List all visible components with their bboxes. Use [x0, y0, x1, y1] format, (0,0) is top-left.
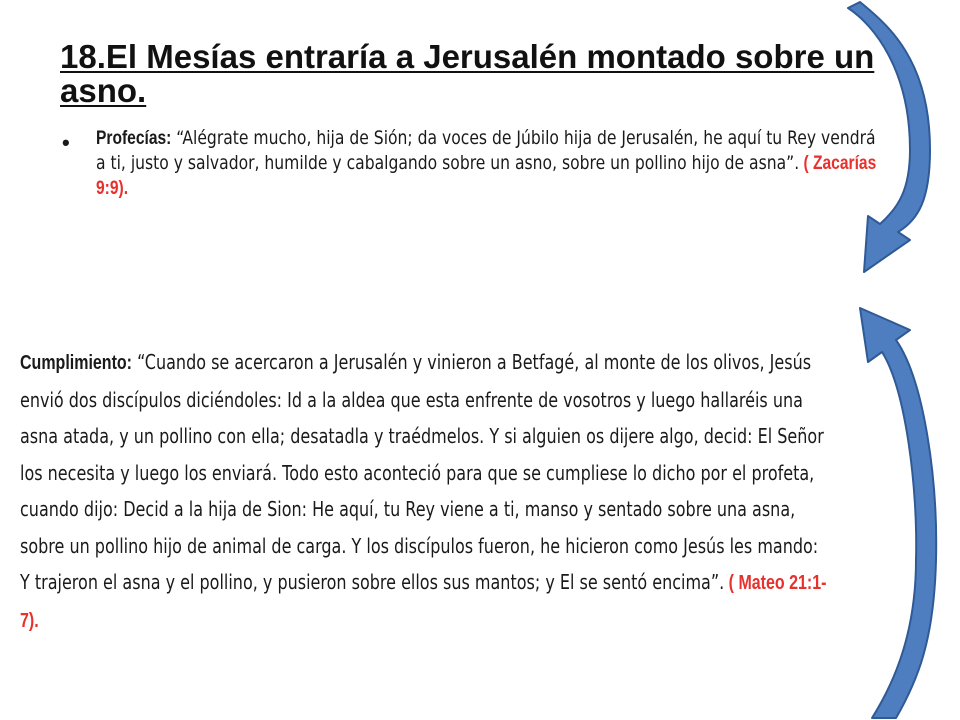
- prophecy-text: [96, 126, 883, 201]
- curved-arrow-up-icon: [838, 300, 960, 720]
- fulfillment-reference: ( Mateo 21:1-7).: [20, 572, 827, 632]
- bullet-icon: •: [62, 130, 70, 155]
- curved-arrow-down-icon: [838, 0, 960, 290]
- fulfillment-text: [20, 344, 828, 639]
- prophecy-bullet: [62, 126, 892, 201]
- fulfillment-block: [20, 344, 830, 639]
- fulfillment-quote: “Cuando se acercaron a Jerusalén y vinieron a Betfagé, al monte de los olivos, Jesús envió dos discípulos diciéndoles: Id a la aldea que esta enfrente de vosotros y luego hallaréis una asna atada, y un pollino con ella; desatadla y traédmelos. Y si alguien os dijere algo, decid: El Señor los necesita y luego los enviará. Todo esto aconteció para que se cumpliese lo dicho por el profeta, cuando dijo: Decid a la hija de Sion: He aquí, tu Rey viene a ti, manso y sentado sobre una asna, sobre un pollino hijo de animal de carga. Y los discípulos fueron, he hicieron como Jesús les mando: Y trajeron el asna y el pollino, y pusieron sobre ellos sus mantos; y El se sentó encima”.: [20, 350, 824, 594]
- prophecy-label: Profecías:: [96, 128, 172, 149]
- fulfillment-label: Cumplimiento:: [20, 352, 132, 374]
- prophecy-reference: ( Zacarías 9:9).: [96, 153, 877, 199]
- slide-title: 18.El Mesías entraría a Jerusalén montado sobre un asno.: [60, 38, 875, 109]
- prophecy-quote: “Alégrate mucho, hija de Sión; da voces de Júbilo hija de Jerusalén, he aquí tu Rey vendrá a ti, justo y salvador, humilde y cabalgando sobre un asno, sobre un pollino hijo de asna”.: [96, 127, 876, 174]
